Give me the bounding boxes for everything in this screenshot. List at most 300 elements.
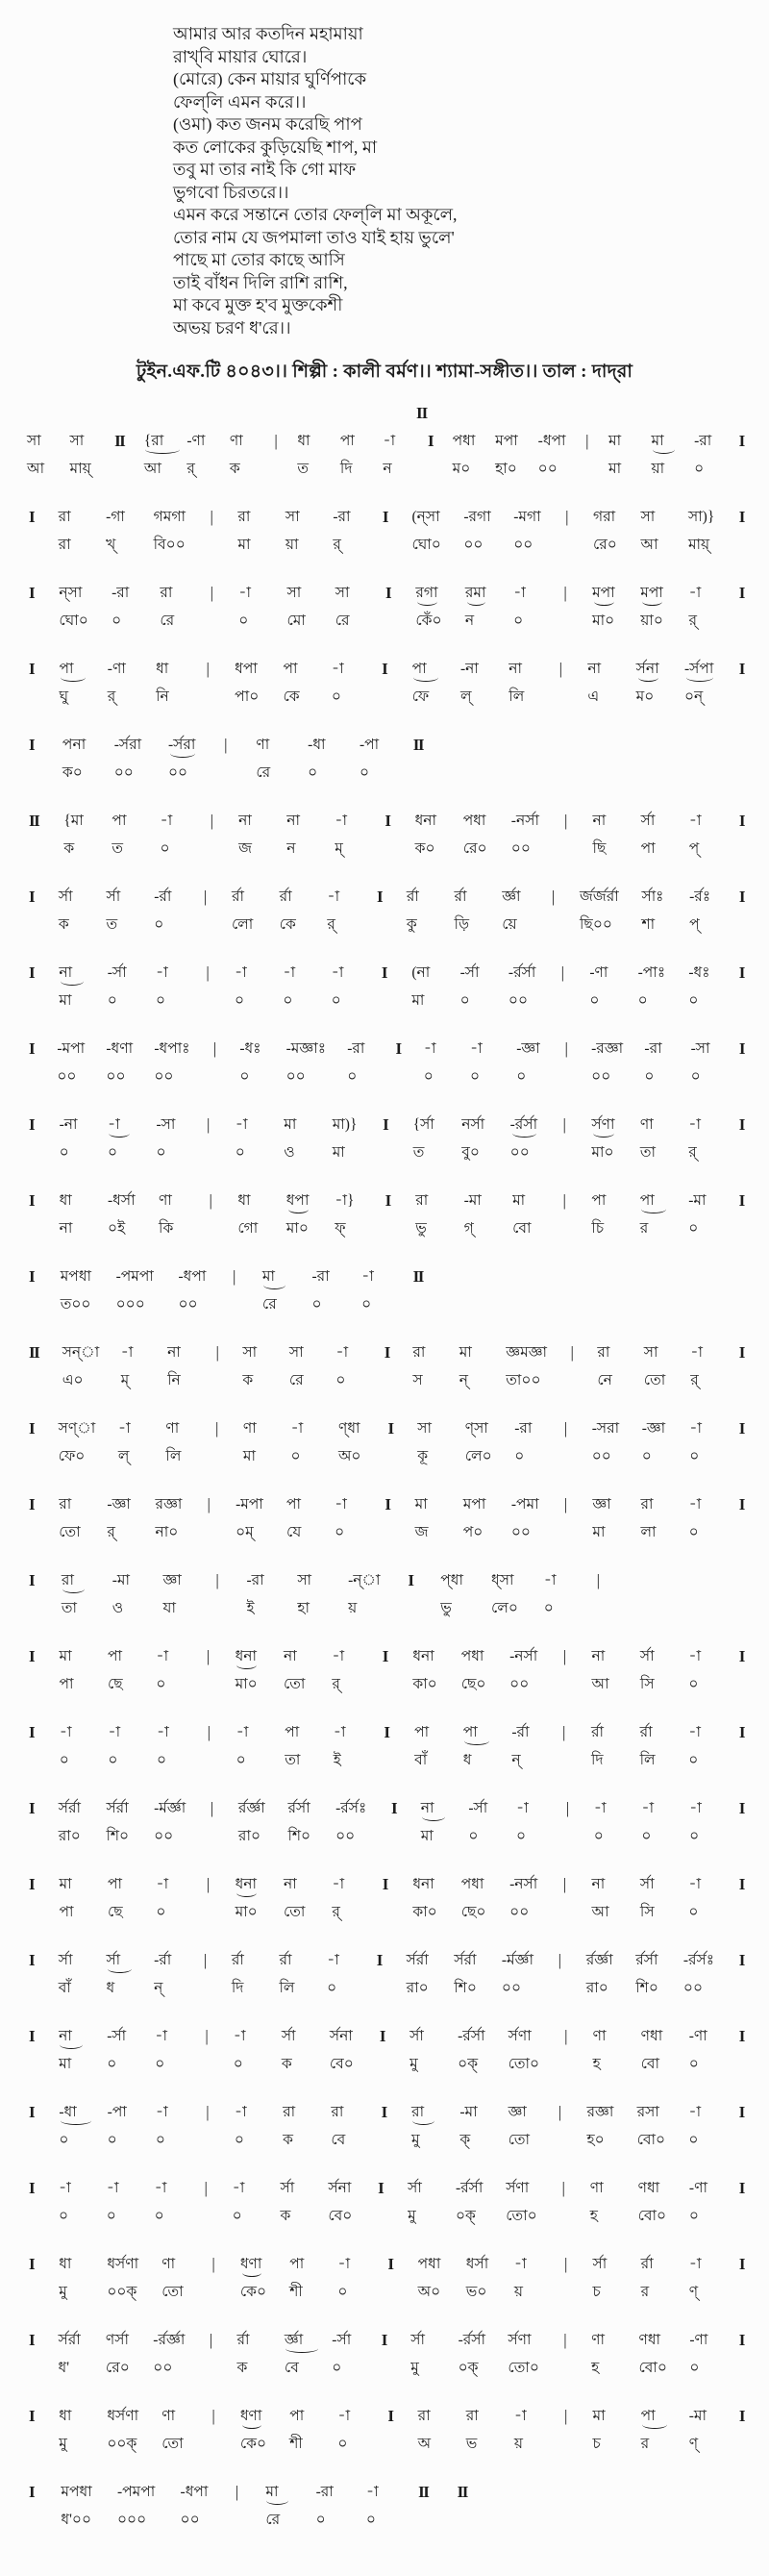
swara: ধনা: [236, 1874, 257, 1897]
slur-arc: [108, 1964, 133, 1973]
note-cell: [108, 963, 133, 1012]
swara: পা: [59, 659, 73, 682]
swara: -জ্ঞা: [107, 1496, 131, 1513]
note-cell: [593, 811, 618, 860]
lyric-syllable: অ: [417, 2436, 432, 2452]
swara: র্সা: [58, 1952, 73, 1968]
bar-marker: |: [211, 2407, 215, 2425]
note-cell: [112, 1570, 137, 1619]
lyric-syllable: বে০: [329, 2056, 354, 2072]
swara: -ধঃ: [688, 964, 710, 981]
lyric-syllable: ক: [58, 916, 69, 933]
bar-marker: I: [377, 888, 383, 906]
lyric-syllable: ০: [688, 1676, 699, 1692]
lyric-syllable: রে০: [592, 537, 617, 553]
swara: -া: [688, 1724, 701, 1740]
swara: র্সনা: [636, 659, 659, 682]
swara: সা: [242, 1344, 258, 1361]
swara: -নর্সা: [509, 1876, 538, 1892]
swara: ধা: [59, 2408, 72, 2424]
note-cell: [644, 1342, 669, 1391]
notation-row: [27, 1114, 746, 1168]
swara: প্‌ধা: [440, 1572, 463, 1588]
swara: ণা: [256, 737, 270, 753]
note-cell: [239, 1038, 264, 1088]
bar-marker: |: [585, 432, 589, 450]
lyric-syllable: ও: [112, 1600, 124, 1616]
swara: ধনা: [412, 1876, 434, 1892]
swara: সা: [297, 1572, 312, 1588]
swara: মপা: [495, 433, 518, 449]
notation-row: [27, 1342, 746, 1396]
bar-marker: |: [214, 1419, 219, 1438]
lyric-syllable: মা০: [285, 1220, 309, 1237]
bar-marker: I: [738, 1419, 744, 1438]
note-cell: [112, 583, 136, 632]
note-cell: [466, 2254, 491, 2303]
swara: ণা: [161, 2408, 176, 2424]
notation-row: [27, 583, 746, 637]
bar-marker: |: [206, 660, 210, 678]
note-cell: [641, 2026, 666, 2075]
note-cell: [641, 2254, 666, 2303]
bar-marker: I: [381, 963, 387, 982]
note-cell: [108, 2102, 133, 2151]
lyric-syllable: তো: [643, 1372, 666, 1388]
note-cell: [636, 659, 661, 708]
lyric-syllable: তা: [639, 1144, 656, 1161]
note-cell: [455, 887, 480, 936]
bar-marker: I: [738, 432, 744, 450]
bar-marker: II: [457, 2483, 467, 2501]
lyric-line: ফেল্‌লি এমন করে।।: [173, 91, 307, 112]
swara: -া: [155, 2028, 168, 2044]
note-cell: [156, 1114, 181, 1163]
note-cell: [641, 2406, 666, 2455]
swara: -র্রঃ: [689, 888, 711, 905]
lyric-syllable: ক: [236, 2360, 248, 2376]
swara: -া: [156, 1876, 169, 1892]
note-cell: [688, 583, 713, 632]
swara: মা: [592, 2408, 606, 2424]
notation-row: [27, 1038, 746, 1092]
bar-marker: |: [211, 2255, 215, 2273]
lyric-syllable: ০০: [509, 1676, 530, 1692]
swara: -া: [337, 2256, 351, 2272]
swara: সণ্‌া: [58, 1420, 96, 1437]
swara: মা: [262, 1266, 275, 1289]
note-cell: [597, 1342, 622, 1391]
swara: -া: [155, 2104, 168, 2120]
note-cell: [27, 431, 52, 480]
lyric-syllable: তো: [508, 2132, 530, 2148]
swara: সা: [643, 1344, 658, 1361]
swara: পা: [289, 2256, 305, 2272]
bar-marker: I: [29, 2103, 35, 2121]
lyric-syllable: কে: [279, 916, 296, 933]
bar-marker: |: [210, 1799, 214, 1817]
note-cell: [236, 1722, 261, 1771]
lyric-syllable: ০: [337, 2284, 348, 2300]
lyric-syllable: প্: [688, 840, 700, 857]
note-cell: [644, 1038, 669, 1088]
swara: -া: [337, 2408, 351, 2424]
lyric-syllable: ০০: [591, 1448, 611, 1464]
lyric-syllable: ক: [281, 2056, 292, 2072]
swara: -ধপা: [178, 1268, 207, 1285]
lyric-syllable: র্: [327, 916, 335, 933]
slur-arc: [288, 1205, 309, 1213]
lyric-syllable: ত: [297, 461, 309, 477]
note-cell: [57, 1038, 85, 1088]
swara: ধণা: [240, 2254, 262, 2277]
note-cell: [59, 963, 84, 1012]
swara: না: [421, 1798, 434, 1821]
lyric-syllable: ০: [290, 1448, 301, 1464]
note-cell: [153, 2330, 185, 2379]
lyric-syllable: চ: [592, 2284, 601, 2300]
bar-marker: I: [381, 2331, 386, 2349]
note-cell: [461, 1874, 486, 1923]
swara: র্সাঃ: [641, 888, 664, 905]
lyric-syllable: তা: [285, 1752, 301, 1768]
swara: -ণা: [107, 661, 126, 677]
bar-marker: |: [203, 1951, 208, 1969]
lyric-syllable: ০: [59, 2132, 69, 2148]
lyric-syllable: র্: [332, 1904, 340, 1920]
swara: -র্সা: [468, 1800, 488, 1816]
swara: না: [286, 813, 300, 829]
slur-arc: [145, 445, 180, 454]
note-cell: [118, 1418, 143, 1467]
slur-arc: [62, 1585, 85, 1593]
slur-arc: [464, 1737, 489, 1745]
note-cell: [59, 1418, 96, 1467]
notation-row: [27, 1190, 746, 1244]
lyric-syllable: ন্: [459, 1372, 469, 1388]
lyric-syllable: ০: [514, 1448, 525, 1464]
lyric-syllable: মো: [286, 613, 306, 629]
note-cell: [107, 2178, 132, 2227]
swara: র্সা: [106, 888, 121, 905]
note-cell: [591, 1722, 616, 1771]
note-cell: [286, 1494, 311, 1543]
slur-arc: [170, 749, 195, 758]
lyric-syllable: ০০: [113, 764, 134, 781]
lyric-syllable: ০: [335, 1524, 345, 1540]
lyric-syllable: কে: [283, 688, 300, 705]
note-cell: [538, 431, 566, 480]
bar-marker: I: [384, 1723, 389, 1741]
bar-marker: I: [738, 1647, 744, 1665]
lyric-syllable: ০: [232, 2208, 242, 2224]
note-cell: [468, 1798, 493, 1847]
swara: -র্রর্জ্ঞা: [153, 2332, 186, 2348]
note-cell: [348, 1570, 380, 1619]
bar-marker: I: [390, 1799, 397, 1817]
lyric-syllable: ত: [106, 916, 118, 933]
note-cell: [689, 2254, 714, 2303]
note-cell: [62, 1342, 100, 1391]
swara: ধ্‌সা: [491, 1572, 514, 1588]
note-cell: [691, 1038, 716, 1088]
note-cell: [641, 1798, 666, 1847]
notation-row: [27, 1494, 746, 1548]
swara: -া: [423, 1040, 436, 1057]
slur-arc: [641, 1205, 666, 1213]
swara: র্সণা: [508, 2028, 532, 2044]
bar-marker: |: [564, 812, 568, 830]
bar-marker: |: [562, 1115, 566, 1134]
note-cell: [332, 659, 357, 708]
lyric-syllable: ০: [239, 1068, 250, 1085]
bar-marker: I: [738, 963, 744, 982]
swara: ধা: [59, 2256, 72, 2272]
bar-marker: |: [215, 1343, 219, 1362]
note-cell: [411, 963, 436, 1012]
lyric-syllable: সি: [639, 1676, 655, 1692]
note-cell: [594, 1798, 619, 1847]
swara: পধা: [452, 433, 476, 449]
bar-marker: |: [209, 1191, 212, 1210]
lyric-syllable: ম০: [452, 461, 471, 477]
slur-arc: [266, 2496, 288, 2505]
note-cell: [652, 431, 677, 480]
note-cell: [59, 2102, 84, 2151]
bar-marker: I: [382, 1875, 387, 1893]
note-cell: [233, 2178, 258, 2227]
lyric-syllable: ০: [315, 2512, 326, 2528]
swara: -ণা: [688, 2180, 707, 2196]
lyric-syllable: ক: [283, 2132, 293, 2148]
note-cell: [415, 1190, 440, 1239]
lyric-syllable: কূ: [417, 1448, 429, 1464]
lyric-syllable: ০ই: [108, 1220, 126, 1237]
swara: -মা: [688, 2408, 707, 2424]
note-cell: [464, 1190, 489, 1239]
note-cell: [642, 1418, 667, 1467]
note-cell: [640, 1114, 665, 1163]
lyric-syllable: ০০: [508, 992, 529, 1009]
lyric-syllable: ধ: [462, 1752, 472, 1768]
swara: -া}: [335, 1192, 355, 1209]
note-cell: [108, 659, 133, 708]
note-cell: [509, 659, 533, 708]
swara: পনা: [62, 737, 87, 753]
swara: পা: [412, 659, 427, 682]
note-cell: [235, 2102, 260, 2151]
swara: -া: [235, 964, 247, 981]
lyric-syllable: য়া: [285, 537, 299, 553]
note-cell: [592, 1418, 619, 1467]
swara: ধা: [297, 433, 310, 449]
bar-marker: I: [738, 1495, 744, 1513]
swara: র্সর্রা: [406, 1952, 429, 1968]
note-cell: [502, 887, 527, 936]
bar-marker: I: [29, 2027, 35, 2045]
swara: না: [59, 2026, 72, 2049]
lyric-syllable: লি: [279, 1980, 295, 1996]
swara: -র্সা: [332, 2332, 352, 2348]
slur-arc: [467, 597, 485, 606]
note-cell: [335, 1494, 360, 1543]
swara: মা: [414, 1496, 428, 1513]
swara: -রা: [333, 509, 351, 525]
note-cell: [107, 887, 132, 936]
bar-marker: |: [209, 2331, 213, 2349]
lyric-syllable: মা: [59, 992, 72, 1009]
bar-marker: I: [738, 2331, 744, 2349]
note-cell: [440, 1570, 465, 1619]
lyric-syllable: ছে: [107, 1676, 123, 1692]
lyric-syllable: মু: [411, 2132, 420, 2148]
note-cell: [236, 1494, 263, 1543]
bar-marker: I: [29, 660, 35, 678]
lyric-syllable: ০: [470, 1068, 481, 1085]
swara: -া: [516, 1800, 529, 1816]
swara: (ন্‌সা: [411, 509, 440, 525]
note-cell: [186, 431, 211, 480]
lyric-syllable: আ: [591, 1676, 609, 1692]
swara: -া: [543, 1572, 557, 1588]
swara: র্সা: [408, 2180, 422, 2196]
bar-marker: |: [210, 508, 213, 526]
lyric-syllable: ০: [108, 1144, 118, 1161]
lyric-syllable: ধ': [58, 2360, 69, 2376]
note-cell: [107, 2406, 138, 2455]
note-cell: [637, 2102, 666, 2151]
swara: রা: [597, 1344, 610, 1361]
swara: র্সা: [592, 2256, 608, 2272]
lyric-syllable: তা: [61, 1600, 78, 1616]
swara: -পমা: [510, 1496, 539, 1513]
lyric-syllable: রা০: [237, 1828, 261, 1844]
note-cell: [460, 659, 485, 708]
note-cell: [230, 431, 255, 480]
lyric-syllable: অ০: [417, 2284, 441, 2300]
note-cell: [689, 1494, 714, 1543]
bar-marker: II: [29, 812, 39, 830]
lyric-syllable: ক০: [414, 840, 435, 857]
note-cell: [640, 1874, 665, 1923]
swara: পা: [640, 1190, 655, 1213]
note-cell: [312, 1266, 337, 1315]
lyric-syllable: ০: [644, 1068, 655, 1085]
bar-marker: I: [738, 2255, 744, 2273]
note-cell: [407, 887, 432, 936]
swara: -পাঃ: [637, 964, 666, 981]
lyric-syllable: ০: [156, 1676, 166, 1692]
slur-arc: [417, 597, 437, 606]
note-cell: [289, 1342, 314, 1391]
slur-arc: [60, 2040, 83, 2049]
swara: জ্ঞা: [592, 1496, 611, 1513]
lyric-syllable: ০০: [513, 537, 533, 553]
notation-row: [27, 2254, 746, 2308]
note-cell: [688, 963, 713, 1012]
bar-marker: |: [564, 1039, 568, 1058]
lyric-syllable: ম্: [120, 1372, 130, 1388]
bar-marker: I: [738, 508, 744, 526]
swara: -সা: [156, 1116, 176, 1133]
swara: -পা: [359, 737, 380, 753]
note-cell: [465, 1418, 492, 1467]
lyric-syllable: ল্: [459, 688, 472, 705]
lyric-syllable: ০০০: [115, 1296, 145, 1313]
bar-marker: I: [382, 660, 387, 678]
lyric-syllable: ০: [234, 2132, 244, 2148]
swara: না: [591, 1648, 606, 1664]
note-cell: [407, 1950, 432, 1999]
note-cell: [106, 507, 131, 556]
note-cell: [337, 2406, 362, 2455]
swara: সা: [285, 509, 300, 525]
note-cell: [591, 1114, 616, 1163]
slur-arc: [236, 1888, 256, 1897]
lyric-syllable: তো: [59, 1524, 81, 1540]
lyric-syllable: কেঁ০: [415, 613, 442, 629]
lyric-syllable: লি: [639, 1752, 656, 1768]
note-cell: [60, 1646, 85, 1695]
lyric-syllable: ০: [107, 992, 117, 1009]
lyric-syllable: ০: [688, 1904, 699, 1920]
notation-row: [27, 887, 746, 940]
lyric-syllable: তো০: [508, 2056, 540, 2072]
swara: -মা: [688, 1192, 707, 1209]
swara: -া: [470, 1040, 483, 1057]
note-cell: [59, 1798, 84, 1847]
bar-marker: |: [207, 1723, 211, 1741]
lyric-syllable: ০: [641, 1828, 652, 1844]
swara: -র্রা: [154, 888, 172, 905]
note-cell: [283, 963, 308, 1012]
note-cell: [240, 2406, 266, 2455]
note-cell: [60, 1190, 85, 1239]
swara: না: [59, 963, 72, 986]
lyric-syllable: ০: [154, 2208, 164, 2224]
notation-row: [27, 1722, 746, 1776]
swara: রজ্ঞা: [586, 2104, 614, 2120]
slur-arc: [594, 597, 614, 606]
swara: -মপা: [57, 1040, 86, 1057]
lyric-syllable: এ: [587, 688, 600, 705]
lyric-syllable: কি: [159, 1220, 174, 1237]
note-cell: [163, 1570, 188, 1619]
swara: -র্রর্সঃ: [682, 1952, 715, 1968]
lyric-syllable: ড়ি: [454, 916, 470, 933]
lyric-syllable: ০: [59, 1144, 69, 1161]
swara: র্সা: [280, 2180, 295, 2196]
lyric-syllable: মা০: [591, 1144, 614, 1161]
notation-row: [27, 963, 746, 1016]
lyric-line: কত লোকের কুড়িয়েছি শাপ, মা: [173, 137, 378, 157]
swara: -া: [689, 1420, 702, 1437]
note-cell: [640, 1494, 665, 1543]
swara: মপা: [640, 583, 663, 606]
lyric-syllable: চি: [591, 1220, 605, 1237]
lyric-syllable: ছে: [107, 1904, 123, 1920]
bar-marker: I: [738, 1951, 744, 1969]
swara: -ধণা: [106, 1040, 134, 1057]
note-cell: [156, 1494, 183, 1543]
note-cell: [154, 1038, 189, 1088]
note-cell: [460, 963, 485, 1012]
bar-marker: I: [29, 888, 35, 906]
swara: সা: [27, 433, 41, 449]
swara: -া: [365, 2484, 379, 2500]
note-cell: [262, 1266, 287, 1315]
lyric-syllable: চ: [592, 2436, 601, 2452]
